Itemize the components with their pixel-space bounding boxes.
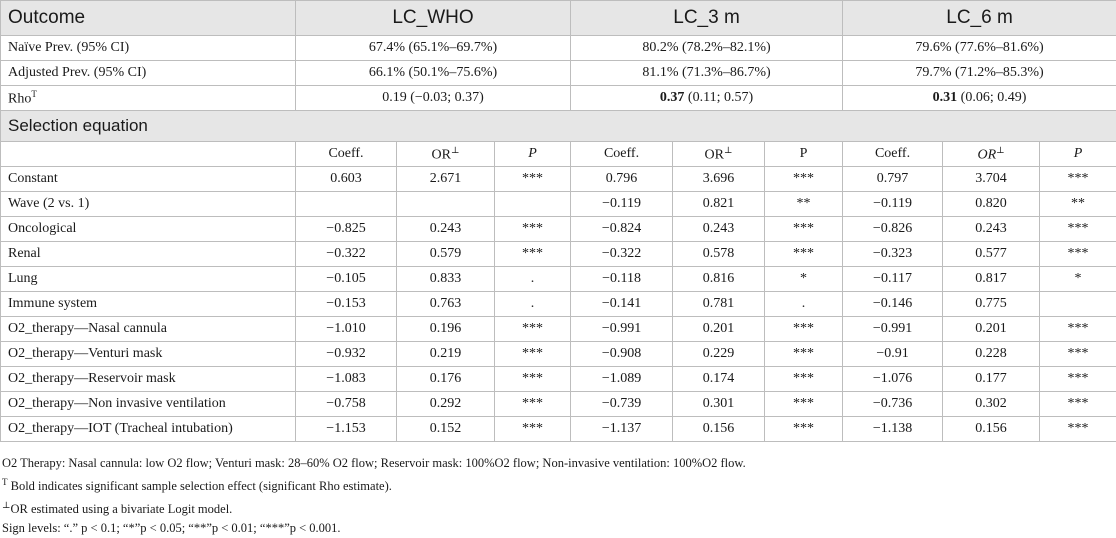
cell-coeff: −0.146	[843, 292, 943, 317]
cell-or: 3.704	[943, 167, 1040, 192]
row-label: Constant	[1, 167, 296, 192]
cell-coeff: 0.603	[296, 167, 397, 192]
subheader-or	[397, 142, 495, 167]
cell-coeff: −0.758	[296, 392, 397, 417]
cell-or: 0.177	[943, 367, 1040, 392]
cell-or: 0.152	[397, 417, 495, 442]
subheader-empty	[1, 142, 296, 167]
cell-coeff: −0.908	[571, 342, 673, 367]
cell-or: 0.219	[397, 342, 495, 367]
naive-prev-row	[1, 36, 1116, 61]
row-label: O2_therapy—Nasal cannula	[1, 317, 296, 342]
cell-or: 0.577	[943, 242, 1040, 267]
cell-coeff: −0.119	[571, 192, 673, 217]
cell-p: *	[765, 267, 843, 292]
cell-p: **	[1040, 192, 1116, 217]
rho-who-ci: (−0.03; 0.37)	[407, 90, 484, 105]
subheader-p: P	[765, 142, 843, 167]
row-label: Renal	[1, 242, 296, 267]
cell-coeff: −0.826	[843, 217, 943, 242]
cell-p: ***	[765, 392, 843, 417]
cell-p: .	[495, 292, 571, 317]
cell-or: 0.763	[397, 292, 495, 317]
cell-p: ***	[1040, 342, 1116, 367]
note-or-text: OR estimated using a bivariate Logit model.	[10, 502, 232, 516]
table-row	[1, 242, 1116, 267]
subheader-coeff: Coeff.	[571, 142, 673, 167]
cell-p: ***	[765, 367, 843, 392]
cell-p: **	[765, 192, 843, 217]
cell-p: ***	[495, 342, 571, 367]
table-row	[1, 267, 1116, 292]
cell-coeff: −0.153	[296, 292, 397, 317]
cell-coeff: −0.991	[571, 317, 673, 342]
note-or	[2, 496, 746, 519]
subheader-or	[673, 142, 765, 167]
note-or-sup: ⊥	[2, 500, 10, 510]
cell-p: ***	[1040, 242, 1116, 267]
cell-or: 3.696	[673, 167, 765, 192]
cell-p: ***	[1040, 167, 1116, 192]
cell-p: ***	[1040, 417, 1116, 442]
adjusted-prev-row	[1, 61, 1116, 86]
cell-p: ***	[1040, 217, 1116, 242]
header-outcome: Outcome	[1, 1, 296, 36]
cell-or: 2.671	[397, 167, 495, 192]
adjusted-prev-who: 66.1% (50.1%–75.6%)	[296, 61, 571, 86]
cell-coeff: −1.153	[296, 417, 397, 442]
rho-label	[1, 86, 296, 111]
cell-or: 0.579	[397, 242, 495, 267]
cell-or: 0.176	[397, 367, 495, 392]
rho-label-text: Rho	[8, 91, 31, 106]
subheader-p-text: P	[528, 146, 537, 161]
row-label: Oncological	[1, 217, 296, 242]
cell-coeff: −0.91	[843, 342, 943, 367]
cell-or: 0.578	[673, 242, 765, 267]
note-o2-therapy: O2 Therapy: Nasal cannula: low O2 flow; Venturi mask: 28–60% O2 flow; Reservoir mask: 100%O2 flow; Non-invasive ventilation: 100%O2 flow.	[2, 454, 746, 473]
cell-p: *	[1040, 267, 1116, 292]
table-row	[1, 392, 1116, 417]
cell-p: ***	[495, 392, 571, 417]
table-row	[1, 292, 1116, 317]
cell-coeff: −0.117	[843, 267, 943, 292]
header-lc-who: LC_WHO	[296, 1, 571, 36]
table-row	[1, 342, 1116, 367]
cell-coeff: −0.105	[296, 267, 397, 292]
cell-p: ***	[765, 167, 843, 192]
cell-p: ***	[495, 167, 571, 192]
row-label: Adjusted Prev. (95% CI)	[1, 61, 296, 86]
cell-p: .	[765, 292, 843, 317]
rho-who	[296, 86, 571, 111]
rho-6m-ci: (0.06; 0.49)	[957, 90, 1026, 105]
subheader-or-sup: ⊥	[724, 145, 732, 155]
cell-coeff: −0.322	[296, 242, 397, 267]
table-row	[1, 317, 1116, 342]
cell-or: 0.775	[943, 292, 1040, 317]
adjusted-prev-3m: 81.1% (71.3%–86.7%)	[571, 61, 843, 86]
cell-coeff: −1.138	[843, 417, 943, 442]
row-label: O2_therapy—Non invasive ventilation	[1, 392, 296, 417]
cell-p: ***	[765, 242, 843, 267]
cell-or: 0.816	[673, 267, 765, 292]
table-row	[1, 417, 1116, 442]
cell-coeff: −1.076	[843, 367, 943, 392]
cell-coeff: −0.141	[571, 292, 673, 317]
note-sign-levels: Sign levels: “.” p < 0.1; “*”p < 0.05; “**”p < 0.01; “***”p < 0.001.	[2, 519, 746, 538]
rho-3m-ci: (0.11; 0.57)	[684, 90, 753, 105]
cell-or: 0.196	[397, 317, 495, 342]
cell-or: 0.201	[673, 317, 765, 342]
rho-6m	[843, 86, 1116, 111]
rho-6m-est: 0.31	[933, 90, 958, 105]
table-row	[1, 367, 1116, 392]
cell-coeff: 0.797	[843, 167, 943, 192]
cell-or: 0.243	[397, 217, 495, 242]
cell-p: ***	[1040, 367, 1116, 392]
naive-prev-who: 67.4% (65.1%–69.7%)	[296, 36, 571, 61]
cell-or: 0.228	[943, 342, 1040, 367]
rho-3m	[571, 86, 843, 111]
cell-or: 0.156	[943, 417, 1040, 442]
subheader-or-text: OR	[977, 147, 996, 162]
cell-p: ***	[495, 367, 571, 392]
table-notes	[2, 454, 746, 538]
cell-p	[495, 192, 571, 217]
cell-p: ***	[1040, 317, 1116, 342]
cell-or: 0.243	[673, 217, 765, 242]
subheader-coeff: Coeff.	[296, 142, 397, 167]
subheader-p	[495, 142, 571, 167]
cell-coeff: −0.323	[843, 242, 943, 267]
cell-coeff: −1.010	[296, 317, 397, 342]
cell-or: 0.820	[943, 192, 1040, 217]
selection-equation-title: Selection equation	[1, 111, 1116, 142]
subheader-row	[1, 142, 1116, 167]
cell-coeff: −0.739	[571, 392, 673, 417]
subheader-or-sup: ⊥	[996, 145, 1004, 155]
cell-coeff: −0.119	[843, 192, 943, 217]
subheader-coeff: Coeff.	[843, 142, 943, 167]
row-label: O2_therapy—Reservoir mask	[1, 367, 296, 392]
cell-coeff: −0.736	[843, 392, 943, 417]
table-row	[1, 217, 1116, 242]
rho-label-sup: T	[31, 89, 37, 99]
subheader-or-text: OR	[705, 147, 724, 162]
cell-or: 0.156	[673, 417, 765, 442]
header-lc-6m: LC_6 m	[843, 1, 1116, 36]
subheader-or-sup: ⊥	[451, 145, 459, 155]
table-row	[1, 167, 1116, 192]
cell-or: 0.201	[943, 317, 1040, 342]
row-label: O2_therapy—IOT (Tracheal intubation)	[1, 417, 296, 442]
cell-p: ***	[765, 417, 843, 442]
cell-p	[1040, 292, 1116, 317]
cell-p: ***	[495, 317, 571, 342]
subheader-or-text: OR	[432, 147, 451, 162]
selection-equation-row	[1, 111, 1116, 142]
note-bold	[2, 473, 746, 496]
row-label: Wave (2 vs. 1)	[1, 192, 296, 217]
cell-or: 0.781	[673, 292, 765, 317]
cell-coeff: −0.118	[571, 267, 673, 292]
cell-coeff: −1.137	[571, 417, 673, 442]
cell-coeff: −0.932	[296, 342, 397, 367]
note-bold-sup: T	[2, 477, 8, 487]
cell-or: 0.302	[943, 392, 1040, 417]
cell-coeff	[296, 192, 397, 217]
note-bold-text: Bold indicates significant sample selection effect (significant Rho estimate).	[8, 479, 392, 493]
cell-coeff: −0.991	[843, 317, 943, 342]
cell-or: 0.301	[673, 392, 765, 417]
cell-p: ***	[495, 242, 571, 267]
cell-coeff: −0.825	[296, 217, 397, 242]
subheader-p	[1040, 142, 1116, 167]
cell-coeff: −0.322	[571, 242, 673, 267]
cell-coeff: −0.824	[571, 217, 673, 242]
adjusted-prev-6m: 79.7% (71.2%–85.3%)	[843, 61, 1116, 86]
header-lc-3m: LC_3 m	[571, 1, 843, 36]
cell-p: ***	[1040, 392, 1116, 417]
cell-or	[397, 192, 495, 217]
cell-or: 0.821	[673, 192, 765, 217]
cell-p: ***	[765, 217, 843, 242]
subheader-p-text: P	[1074, 146, 1083, 161]
table-row	[1, 192, 1116, 217]
cell-or: 0.229	[673, 342, 765, 367]
rho-who-est: 0.19	[382, 90, 407, 105]
naive-prev-3m: 80.2% (78.2%–82.1%)	[571, 36, 843, 61]
naive-prev-6m: 79.6% (77.6%–81.6%)	[843, 36, 1116, 61]
row-label: Naïve Prev. (95% CI)	[1, 36, 296, 61]
cell-coeff: −1.089	[571, 367, 673, 392]
header-row	[1, 1, 1116, 36]
rho-3m-est: 0.37	[660, 90, 685, 105]
rho-row	[1, 86, 1116, 111]
subheader-or	[943, 142, 1040, 167]
cell-or: 0.292	[397, 392, 495, 417]
cell-or: 0.817	[943, 267, 1040, 292]
cell-p: ***	[765, 342, 843, 367]
cell-p: ***	[495, 417, 571, 442]
cell-coeff: 0.796	[571, 167, 673, 192]
cell-or: 0.833	[397, 267, 495, 292]
cell-or: 0.243	[943, 217, 1040, 242]
row-label: O2_therapy—Venturi mask	[1, 342, 296, 367]
cell-p: ***	[495, 217, 571, 242]
cell-p: .	[495, 267, 571, 292]
row-label: Lung	[1, 267, 296, 292]
cell-coeff: −1.083	[296, 367, 397, 392]
row-label: Immune system	[1, 292, 296, 317]
cell-or: 0.174	[673, 367, 765, 392]
cell-p: ***	[765, 317, 843, 342]
